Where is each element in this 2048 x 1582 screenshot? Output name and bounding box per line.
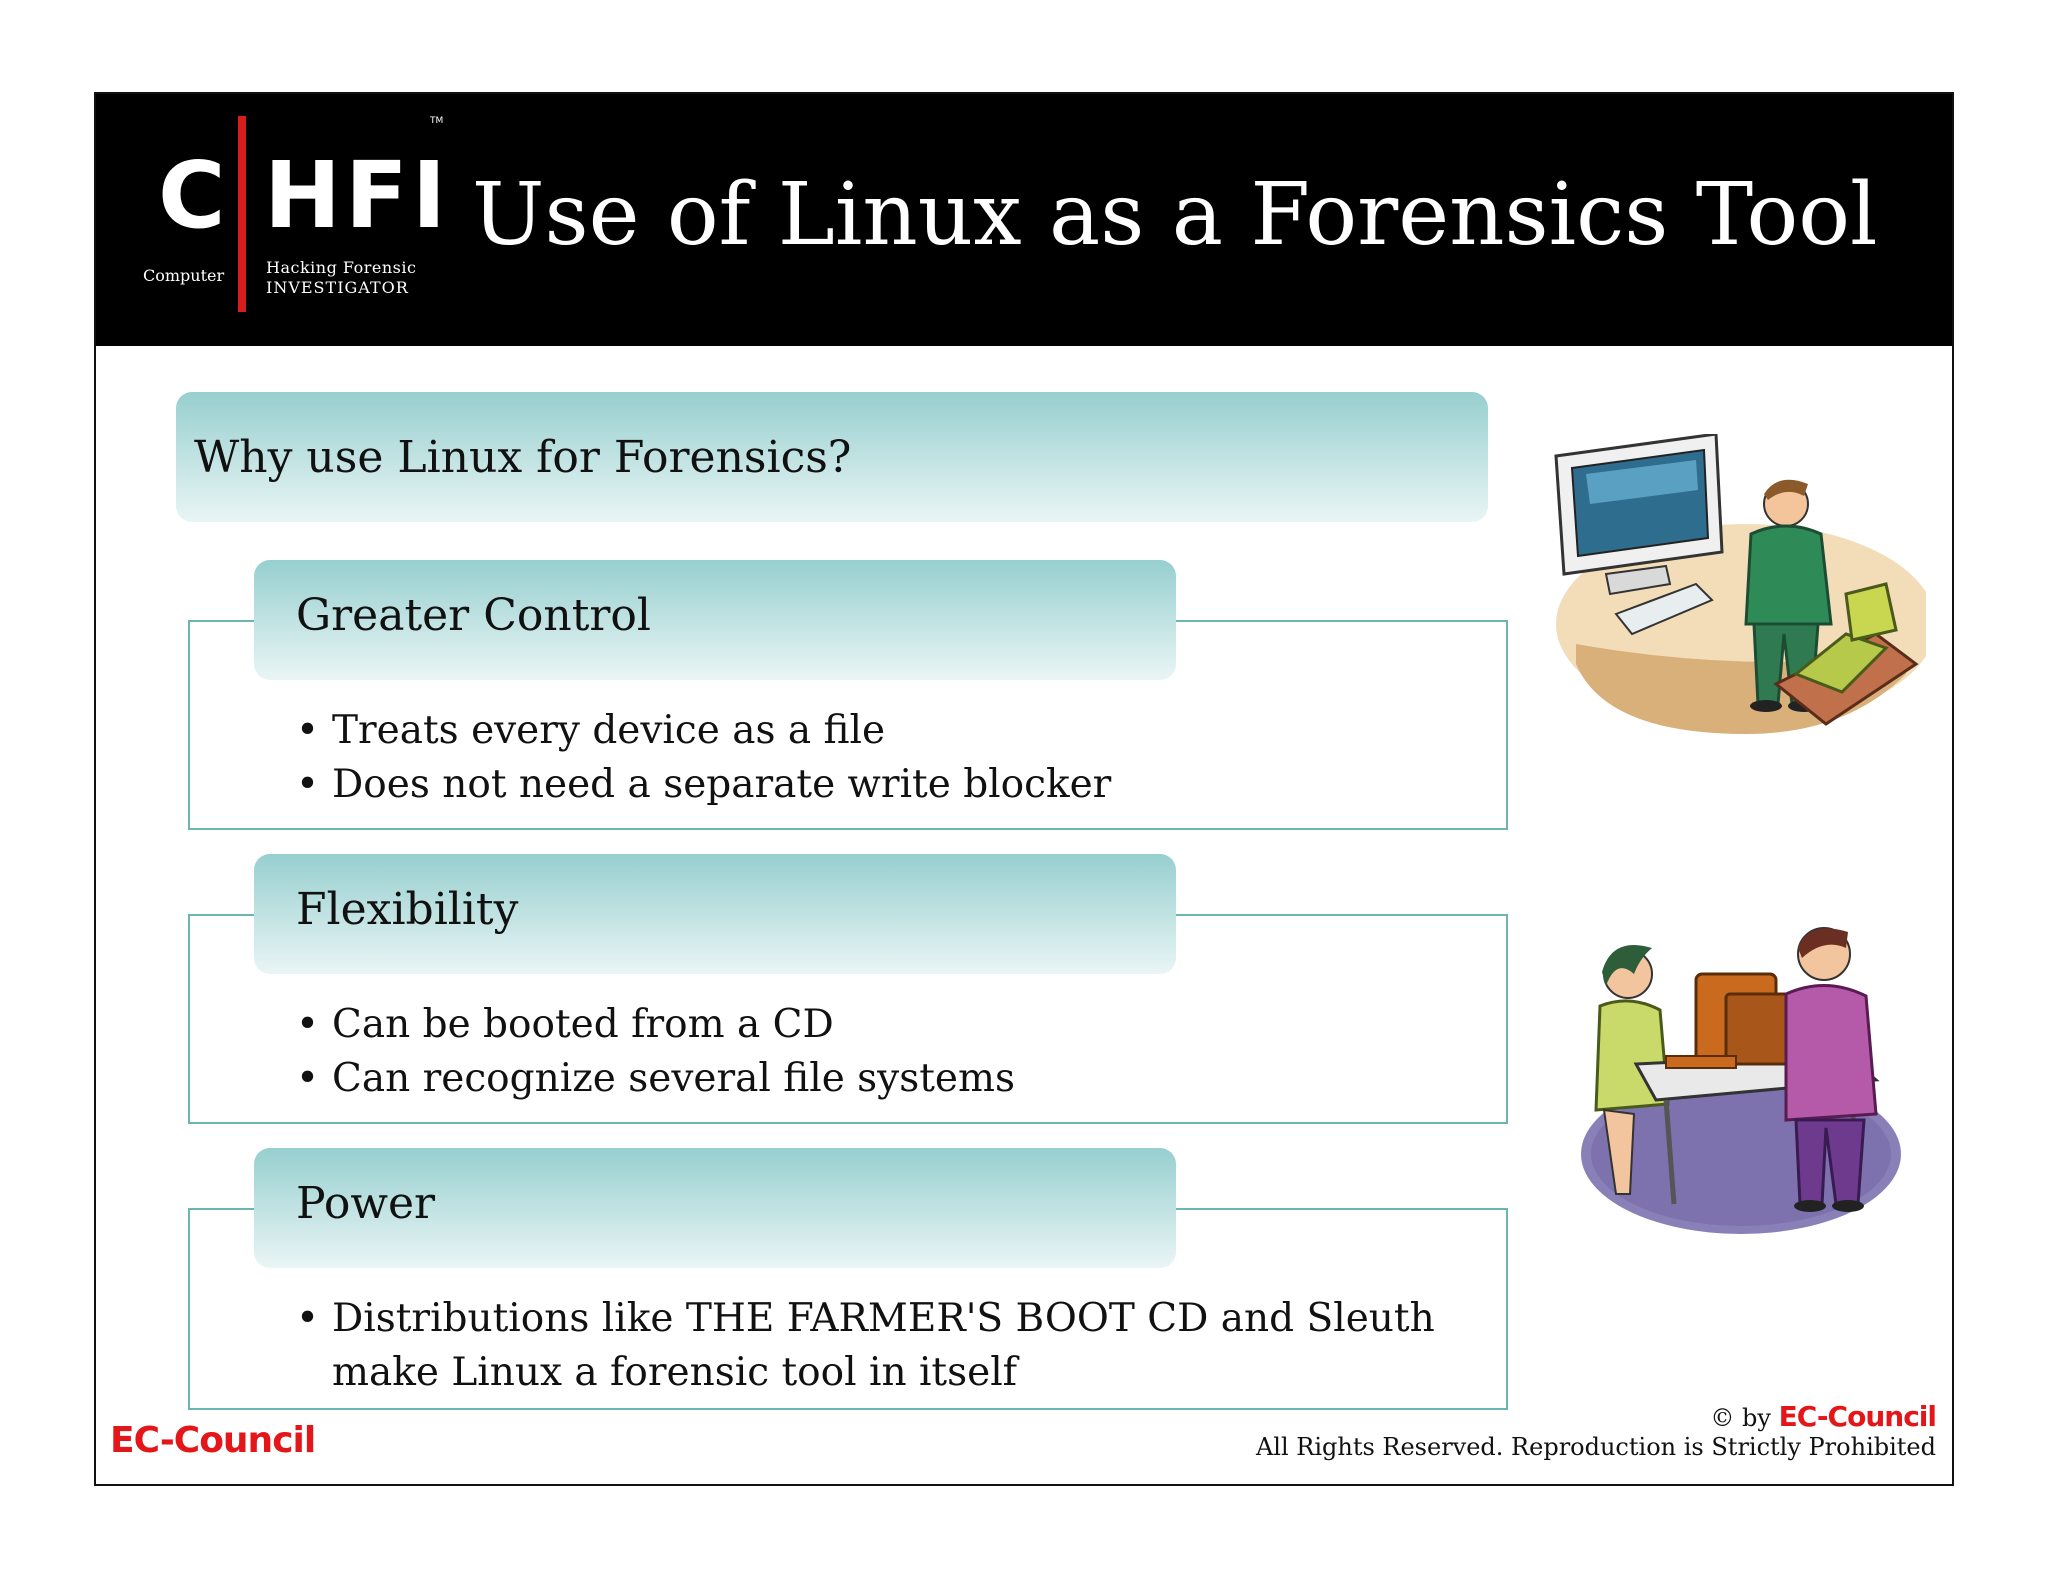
intro-label: Why use Linux for Forensics? (194, 432, 852, 483)
section-heading-label: Greater Control (296, 590, 651, 641)
ec-council-logo-left: EC-Council (110, 1420, 316, 1461)
copyright-prefix: © by (1710, 1404, 1771, 1432)
man-with-computer-clipart (1546, 434, 1926, 764)
bullet-item: • Treats every device as a file (296, 704, 1111, 758)
copyright-block (1256, 1400, 1936, 1461)
logo-trademark: TM (430, 116, 444, 126)
logo-computer-text: Computer (143, 266, 225, 285)
section-heading-flexibility (254, 854, 1176, 974)
bullet-item: • Can be booted from a CD (296, 998, 1015, 1052)
bullet-item (296, 1346, 1435, 1400)
ec-council-logo-right: EC-Council (1778, 1400, 1936, 1433)
bullet-item: • Distributions like THE FARMER'S BOOT CD and Sleuth (296, 1292, 1435, 1346)
logo-investigator-text: INVESTIGATOR (266, 278, 409, 297)
section-heading-label: Power (296, 1178, 436, 1229)
section-heading-label: Flexibility (296, 884, 519, 935)
logo-hacking-forensic-text: Hacking Forensic (266, 258, 417, 277)
bullet-item: • Can recognize several file systems (296, 1052, 1015, 1106)
bullet-item: • Does not need a separate write blocker (296, 758, 1111, 812)
rights-text: All Rights Reserved. Reproduction is Strictly Prohibited (1255, 1433, 1936, 1461)
bullet-list-flexibility (296, 998, 1015, 1106)
slide (94, 92, 1954, 1486)
logo-letter-c: C (158, 142, 226, 249)
chfi-logo (96, 94, 451, 346)
bullet-list-power (296, 1292, 1435, 1400)
intro-band (176, 392, 1488, 522)
header-bar (96, 94, 1952, 346)
section-heading-power (254, 1148, 1176, 1268)
two-people-at-computer-clipart (1556, 914, 1926, 1244)
page-title: Use of Linux as a Forensics Tool (472, 165, 1878, 265)
logo-letters-hfi: HFI (264, 142, 451, 249)
logo-divider (238, 116, 246, 312)
bullet-list-greater-control (296, 704, 1111, 812)
bullet-continuation: make Linux a forensic tool in itself (332, 1350, 1018, 1395)
section-heading-greater-control (254, 560, 1176, 680)
